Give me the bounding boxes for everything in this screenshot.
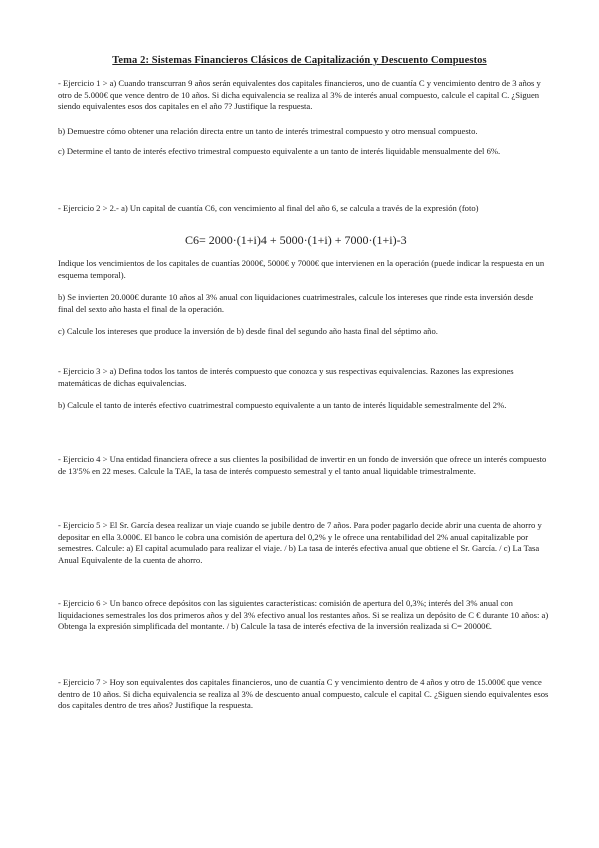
page-title: Tema 2: Sistemas Financieros Clásicos de Capitalización y Descuento Compuestos (112, 55, 487, 66)
ejercicio-2-formula: C6= 2000·(1+i)4 + 5000·(1+i) + 7000·(1+i)-3 (185, 233, 407, 247)
ejercicio-1-a: - Ejercicio 1 > a) Cuando transcurran 9 años serán equivalentes dos capitales financieros, uno de cuantía C y vencimiento dentro de 3 años y otro de 5.000€ que vence dentro de 10 años. Si dicha equivalencia se realiza al 3% de interés anual compuesto, calcule el capital C. ¿Siguen siendo equivalentes esos dos capitales en el año 7? Justifique la respuesta. (58, 78, 541, 112)
ejercicio-3-a: - Ejercicio 3 > a) Defina todos los tantos de interés compuesto que conozca y sus respectivas equivalencias. Razones las expresiones matemáticas de dichas equivalencias. (58, 366, 514, 388)
ejercicio-5: - Ejercicio 5 > El Sr. García desea realizar un viaje cuando se jubile dentro de 7 años. Para poder pagarlo decide abrir una cuenta de ahorro y depositar en ella 3.000€. El banco le cobra una comisión de apertura del 0,2% y le ofrece una rentabilidad del 2% anual capitalizable por semestres. Calcule: a) El capital acumulado para realizar el viaje. / b) La tasa de interés efectiva anual que obtiene el Sr. García. / c) La Tasa Anual Equivalente de la cuenta de ahorro. (58, 520, 542, 565)
ejercicio-1-b: b) Demuestre cómo obtener una relación directa entre un tanto de interés trimestral compuesto y otro mensual compuesto. (58, 126, 478, 136)
ejercicio-3-b: b) Calcule el tanto de interés efectivo cuatrimestral compuesto equivalente a un tanto de interés liquidable semestralmente del 2%. (58, 400, 507, 410)
ejercicio-2-b: b) Se invierten 20.000€ durante 10 años al 3% anual con liquidaciones cuatrimestrales, calcule los intereses que rinde esta inversión desde final del sexto año hasta el final de la operación. (58, 292, 534, 314)
ejercicio-4: - Ejercicio 4 > Una entidad financiera ofrece a sus clientes la posibilidad de invertir en un fondo de inversión que ofrece un interés compuesto de 13'5% en 22 meses. Calcule la TAE, la tasa de interés compuesto semestral y el tanto anual liquidable trimestralmente. (58, 454, 547, 476)
ejercicio-2-a: - Ejercicio 2 > 2.- a) Un capital de cuantía C6, con vencimiento al final del año 6, se calcula a través de la expresión (foto) (58, 203, 479, 213)
ejercicio-1-c: c) Determine el tanto de interés efectivo trimestral compuesto equivalente a un tanto de interés liquidable mensualmente del 6%. (58, 146, 501, 156)
ejercicio-2-c: c) Calcule los intereses que produce la inversión de b) desde final del segundo año hasta final del séptimo año. (58, 326, 438, 336)
ejercicio-2-a-continued: Indique los vencimientos de los capitales de cuantías 2000€, 5000€ y 7000€ que intervienen en la operación (puede indicar la respuesta en un esquema temporal). (58, 258, 545, 280)
ejercicio-7: - Ejercicio 7 > Hoy son equivalentes dos capitales financieros, uno de cuantía C y vencimiento dentro de 4 años y otro de 15.000€ que vence dentro de 10 años. Si dicha equivalencia se realiza al 3% de descuento anual compuesto, calcule el capital C. ¿Siguen siendo equivalentes esos dos capitales dentro de tres años? Justifique la respuesta. (58, 677, 549, 711)
ejercicio-6: - Ejercicio 6 > Un banco ofrece depósitos con las siguientes características: comisión de apertura del 0,3%; interés del 3% anual con liquidaciones semestrales los dos primeros años y del 3% efectivo anual los restantes años. Si se realiza un depósito de C € durante 10 años: a) Obtenga la expresión simplificada del montante. / b) Calcule la tasa de interés efectiva de la inversión realizada si C= 20000€. (58, 598, 549, 632)
